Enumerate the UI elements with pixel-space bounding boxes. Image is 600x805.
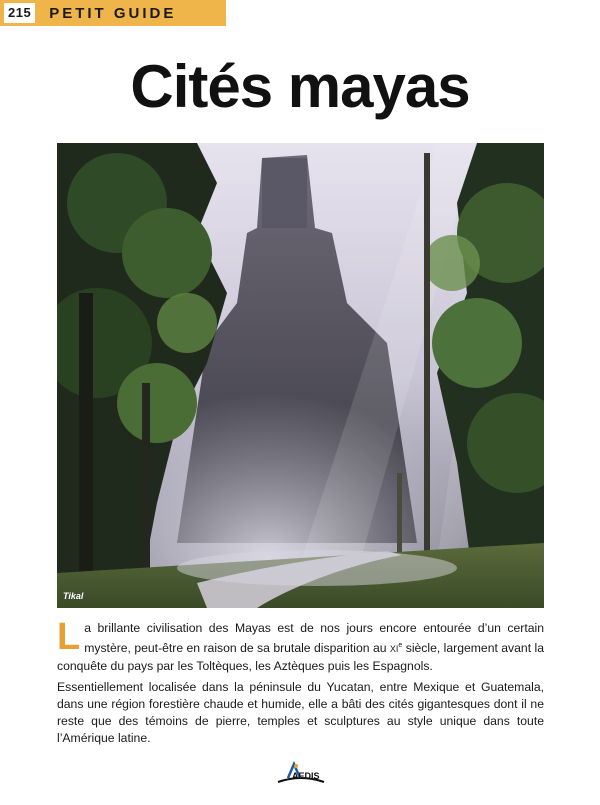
series-banner bbox=[0, 0, 226, 26]
page-title: Cités mayas bbox=[130, 53, 470, 120]
publisher-logo bbox=[274, 760, 328, 786]
cover-photo bbox=[57, 143, 544, 608]
body-text bbox=[57, 616, 544, 750]
photo-caption: Tikal bbox=[63, 591, 84, 601]
tikal-temple-illustration bbox=[57, 143, 544, 608]
aedis-logo-icon bbox=[274, 760, 328, 786]
drop-cap: L bbox=[57, 616, 81, 658]
paragraph-1-text-a: a brillante civilisation des Mayas est de nos jours encore entourée d’un certain mystère, peut-être en raison de sa brutale disparition au bbox=[84, 621, 544, 656]
svg-text:AEDIS: AEDIS bbox=[292, 771, 320, 781]
series-number: 215 bbox=[4, 3, 35, 23]
paragraph-2: Essentiellement localisée dans la péninsule du Yucatan, entre Mexique et Guatemala, dans une région forestière chaude et humide, elle a bâti des cités gigantesques dont il ne reste que des témoins de pierre, temples et sculptures au style unique dans toute l’Amérique latine. bbox=[57, 679, 544, 746]
paragraph-1-text-b: siècle, largement avant la conquête du pays par les Toltèques, les Aztèques puis les Espagnols. bbox=[57, 641, 544, 674]
century-numeral: XI bbox=[389, 644, 399, 655]
paragraph-1 bbox=[57, 616, 544, 676]
century-suffix: e bbox=[398, 642, 403, 650]
series-name: PETIT GUIDE bbox=[49, 4, 177, 22]
